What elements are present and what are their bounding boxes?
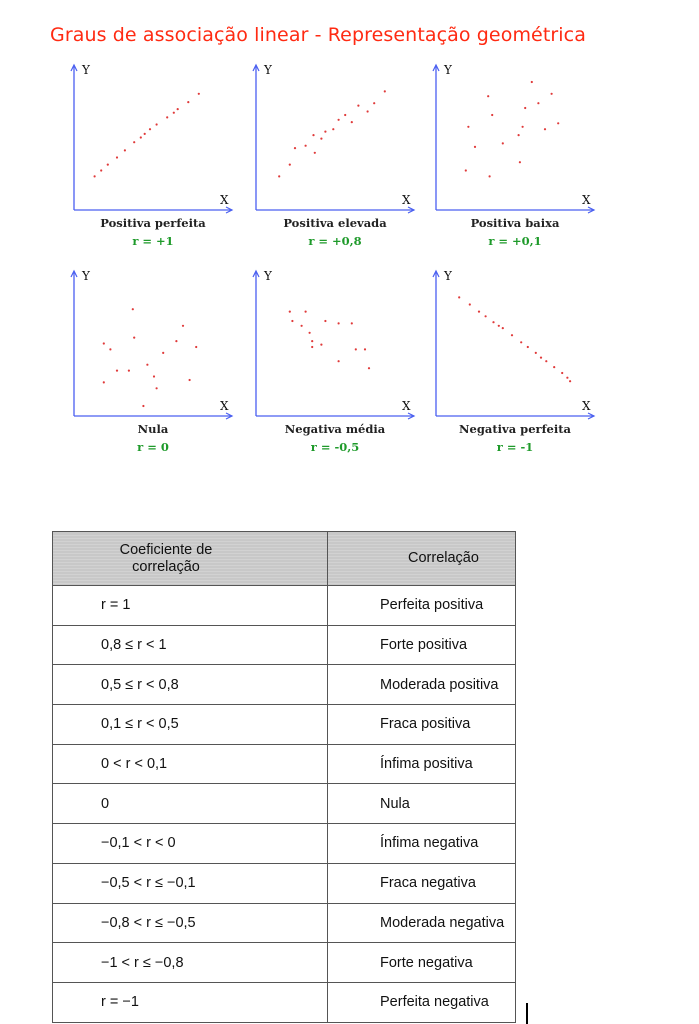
header-coefficient-label: Coeficiente de correlação xyxy=(119,541,213,575)
scatter-point xyxy=(492,321,494,323)
scatter-point xyxy=(338,322,340,324)
scatter-point xyxy=(320,344,322,346)
scatter-point xyxy=(103,342,105,344)
scatter-point xyxy=(485,315,487,317)
coefficient-range-cell: −0,1 < r < 0 xyxy=(53,824,328,864)
scatter-point xyxy=(518,134,520,136)
plot-caption: Positiva baixa xyxy=(470,216,560,230)
scatter-point xyxy=(305,311,307,313)
scatter-point xyxy=(520,341,522,343)
plot-caption: Positiva elevada xyxy=(283,216,387,230)
scatter-point xyxy=(537,102,539,104)
scatter-point xyxy=(561,372,563,374)
scatter-point xyxy=(551,93,553,95)
plot-caption: Nula xyxy=(137,422,169,436)
correlation-label-cell: Perfeita positiva xyxy=(328,586,516,626)
scatter-point xyxy=(338,360,340,362)
scatter-point xyxy=(166,116,168,118)
correlation-label-cell: Perfeita negativa xyxy=(328,982,516,1022)
scatter-point xyxy=(338,119,340,121)
coefficient-range-cell: −0,8 < r ≤ −0,5 xyxy=(53,903,328,943)
scatter-point xyxy=(294,147,296,149)
table-row xyxy=(53,903,516,943)
scatter-point xyxy=(524,107,526,109)
correlation-label-cell: Forte negativa xyxy=(328,943,516,983)
scatter-point xyxy=(332,128,334,130)
scatter-point xyxy=(311,346,313,348)
scatter-point xyxy=(140,136,142,138)
coefficient-range-cell: 0,8 ≤ r < 1 xyxy=(53,625,328,665)
table-row xyxy=(53,824,516,864)
scatter-point xyxy=(320,138,322,140)
scatter-point xyxy=(502,142,504,144)
header-coefficient xyxy=(53,532,328,586)
scatter-point xyxy=(519,161,521,163)
coefficient-range-cell: 0,1 ≤ r < 0,5 xyxy=(53,705,328,745)
coefficient-range-cell: 0,5 ≤ r < 0,8 xyxy=(53,665,328,705)
scatter-plot-svg xyxy=(240,62,420,222)
scatter-plot-svg xyxy=(58,62,238,222)
coefficient-range-cell: −1 < r ≤ −0,8 xyxy=(53,943,328,983)
plot-r-value: r = -1 xyxy=(496,440,534,454)
table-row xyxy=(53,982,516,1022)
plot-caption: Positiva perfeita xyxy=(100,216,206,230)
correlation-label-cell: Nula xyxy=(328,784,516,824)
scatter-point xyxy=(527,346,529,348)
scatter-point xyxy=(478,311,480,313)
plot-negativa-media xyxy=(240,268,420,468)
table-row xyxy=(53,784,516,824)
plot-r-value: r = -0,5 xyxy=(310,440,360,454)
coefficient-range-cell: 0 < r < 0,1 xyxy=(53,744,328,784)
scatter-point xyxy=(128,370,130,372)
scatter-point xyxy=(146,364,148,366)
y-axis-label: Y xyxy=(444,269,452,283)
scatter-point xyxy=(301,325,303,327)
scatter-point xyxy=(311,340,313,342)
scatter-point xyxy=(373,102,375,104)
scatter-point xyxy=(103,381,105,383)
x-axis-label: X xyxy=(220,399,229,413)
correlation-label-cell: Moderada negativa xyxy=(328,903,516,943)
scatter-point xyxy=(312,134,314,136)
scatter-point xyxy=(491,114,493,116)
scatter-point xyxy=(189,379,191,381)
scatter-point xyxy=(566,377,568,379)
plot-positiva-perfeita xyxy=(58,62,238,262)
scatter-point xyxy=(465,169,467,171)
scatter-point xyxy=(182,325,184,327)
scatter-point xyxy=(540,357,542,359)
plot-nula xyxy=(58,268,238,468)
scatter-plot-svg xyxy=(58,268,238,428)
scatter-point xyxy=(511,334,513,336)
correlation-label-cell: Ínfima positiva xyxy=(328,744,516,784)
scatter-point xyxy=(324,131,326,133)
scatter-point xyxy=(162,352,164,354)
scatter-point xyxy=(502,327,504,329)
text-cursor xyxy=(526,1003,528,1024)
scatter-point xyxy=(309,332,311,334)
scatter-point xyxy=(351,121,353,123)
scatter-plot-svg xyxy=(420,268,600,428)
scatter-point xyxy=(144,133,146,135)
correlation-label-cell: Ínfima negativa xyxy=(328,824,516,864)
scatter-point xyxy=(149,128,151,130)
plot-positiva-elevada xyxy=(240,62,420,262)
scatter-point xyxy=(344,114,346,116)
scatter-point xyxy=(100,169,102,171)
scatter-point xyxy=(314,152,316,154)
coefficient-range-cell: r = −1 xyxy=(53,982,328,1022)
coefficient-range-cell: 0 xyxy=(53,784,328,824)
scatter-point xyxy=(177,108,179,110)
x-axis-label: X xyxy=(402,399,411,413)
scatter-point xyxy=(557,122,559,124)
plot-r-value: r = +1 xyxy=(132,234,174,248)
correlation-label-cell: Fraca positiva xyxy=(328,705,516,745)
scatter-point xyxy=(195,346,197,348)
scatter-point xyxy=(467,126,469,128)
plot-r-value: r = +0,8 xyxy=(308,234,362,248)
scatter-point xyxy=(569,380,571,382)
scatter-point xyxy=(107,164,109,166)
y-axis-label: Y xyxy=(264,63,272,77)
scatter-point xyxy=(531,81,533,83)
scatter-point xyxy=(474,146,476,148)
table-row xyxy=(53,665,516,705)
plot-r-value: r = +0,1 xyxy=(488,234,542,248)
y-axis-label: Y xyxy=(264,269,272,283)
scatter-point xyxy=(553,366,555,368)
plot-caption: Negativa média xyxy=(284,422,386,436)
scatter-point xyxy=(156,123,158,125)
scatter-point xyxy=(384,90,386,92)
scatter-point xyxy=(133,141,135,143)
x-axis-label: X xyxy=(582,193,591,207)
scatter-point xyxy=(487,95,489,97)
scatter-point xyxy=(535,352,537,354)
scatter-point xyxy=(545,360,547,362)
table-row xyxy=(53,625,516,665)
coefficient-range-cell: r = 1 xyxy=(53,586,328,626)
table-row xyxy=(53,863,516,903)
scatter-point xyxy=(458,296,460,298)
correlation-label-cell: Forte positiva xyxy=(328,625,516,665)
scatter-point xyxy=(133,337,135,339)
scatter-point xyxy=(175,340,177,342)
scatter-plot-svg xyxy=(240,268,420,428)
plot-positiva-baixa xyxy=(420,62,600,262)
scatter-point xyxy=(156,387,158,389)
scatter-point xyxy=(173,112,175,114)
y-axis-label: Y xyxy=(444,63,452,77)
plot-negativa-perfeita xyxy=(420,268,600,468)
scatter-point xyxy=(291,320,293,322)
scatter-point xyxy=(364,348,366,350)
scatter-point xyxy=(351,322,353,324)
table-row xyxy=(53,943,516,983)
scatter-point xyxy=(153,375,155,377)
plot-caption: Negativa perfeita xyxy=(459,422,571,436)
correlation-label-cell: Moderada positiva xyxy=(328,665,516,705)
scatter-point xyxy=(187,101,189,103)
y-axis-label: Y xyxy=(82,269,90,283)
table-header-row xyxy=(53,532,516,586)
scatter-point xyxy=(116,370,118,372)
scatter-point xyxy=(278,175,280,177)
page-title: Graus de associação linear - Representação geométrica xyxy=(50,24,586,46)
scatter-point xyxy=(116,156,118,158)
table-row xyxy=(53,586,516,626)
scatter-point xyxy=(305,145,307,147)
scatter-point xyxy=(498,325,500,327)
scatter-point xyxy=(469,303,471,305)
plot-r-value: r = 0 xyxy=(137,440,169,454)
scatter-point xyxy=(289,311,291,313)
scatter-plot-svg xyxy=(420,62,600,222)
scatter-point xyxy=(142,405,144,407)
scatter-point xyxy=(198,93,200,95)
x-axis-label: X xyxy=(402,193,411,207)
y-axis-label: Y xyxy=(82,63,90,77)
scatter-point xyxy=(357,105,359,107)
scatter-point xyxy=(368,367,370,369)
scatter-point xyxy=(522,126,524,128)
table-row xyxy=(53,744,516,784)
scatter-point xyxy=(355,348,357,350)
scatter-point xyxy=(289,164,291,166)
scatter-point xyxy=(367,110,369,112)
coefficient-range-cell: −0,5 < r ≤ −0,1 xyxy=(53,863,328,903)
scatter-point xyxy=(94,175,96,177)
scatter-point xyxy=(544,128,546,130)
x-axis-label: X xyxy=(582,399,591,413)
correlation-label-cell: Fraca negativa xyxy=(328,863,516,903)
scatter-point xyxy=(132,308,134,310)
scatter-point xyxy=(489,175,491,177)
scatter-point xyxy=(324,320,326,322)
table-row xyxy=(53,705,516,745)
scatter-point xyxy=(124,149,126,151)
scatter-point xyxy=(109,348,111,350)
correlation-table xyxy=(52,531,516,1023)
x-axis-label: X xyxy=(220,193,229,207)
header-correlation: Correlação xyxy=(328,532,516,586)
